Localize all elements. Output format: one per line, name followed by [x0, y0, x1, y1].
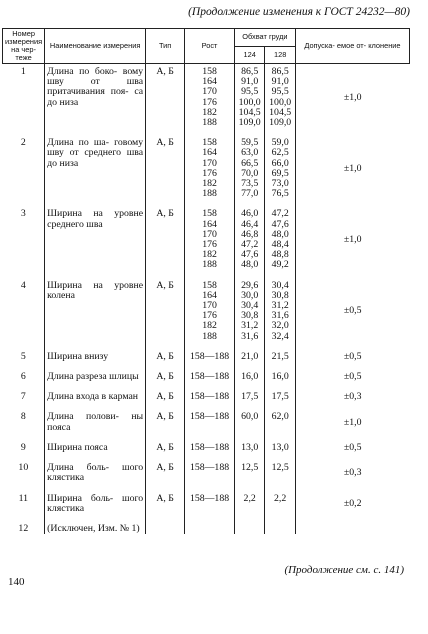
row-rost — [185, 484, 235, 514]
rost-value: 176 — [202, 167, 217, 179]
row-type: А, Б — [146, 382, 185, 402]
row-tolerance: ±0,5 — [295, 342, 409, 362]
col-dop: Допуска- емое от- клонение — [295, 29, 409, 64]
row-number: 12 — [18, 522, 29, 534]
g124-value: 12,5 — [241, 462, 259, 474]
g128-value: 66,0 — [271, 157, 289, 169]
g124-value: 46,0 — [241, 208, 259, 220]
g124-value: 30,8 — [241, 310, 259, 322]
g128-value: 32,4 — [271, 330, 289, 342]
row-name: Ширина внизу — [45, 342, 146, 362]
rost-value: 158 — [202, 66, 217, 77]
table-row — [3, 514, 410, 534]
rost-value: 176 — [202, 310, 217, 322]
row-number: 8 — [20, 411, 26, 423]
continuation-note: (Продолжение см. с. 141) — [284, 564, 404, 576]
row-tolerance: ±1,0 — [295, 64, 409, 129]
g124-value: 95,5 — [241, 86, 259, 98]
rost-value: 164 — [202, 76, 217, 88]
rost-value: 182 — [202, 249, 217, 261]
row-name: Ширина пояса — [45, 433, 146, 453]
g124-value: 30,0 — [241, 289, 259, 301]
row-g128 — [265, 64, 295, 129]
row-g128 — [265, 433, 295, 453]
g128-value: 31,6 — [271, 310, 289, 322]
row-number: 10 — [18, 462, 29, 474]
g128-value: 30,8 — [271, 289, 289, 301]
table-row — [3, 342, 410, 362]
g124-value: 31,6 — [241, 330, 259, 342]
measurements-table — [2, 28, 410, 534]
row-rost — [185, 128, 235, 199]
g128-value: 76,5 — [271, 188, 289, 200]
row-name: Длина боль- шого клястика — [45, 453, 146, 483]
rost-value: 158—188 — [189, 411, 230, 423]
row-type: А, Б — [146, 402, 185, 432]
col-num: Номер измерения на чер- теже — [3, 29, 45, 64]
g124-value: 17,5 — [241, 391, 259, 403]
row-g124 — [234, 362, 264, 382]
row-tolerance: ±0,5 — [295, 362, 409, 382]
row-name: Длина входа в карман — [45, 382, 146, 402]
g124-value: 100,0 — [238, 96, 261, 108]
table-row — [3, 128, 410, 199]
table-row — [3, 199, 410, 270]
g128-value: 109,0 — [269, 117, 292, 129]
row-g124 — [234, 453, 264, 483]
row-rost — [185, 199, 235, 270]
g128-value: 69,5 — [271, 167, 289, 179]
g128-value: 48,0 — [271, 228, 289, 240]
row-rost — [185, 342, 235, 362]
g124-value: 2,2 — [243, 492, 256, 504]
row-number: 11 — [18, 492, 29, 504]
row-number: 9 — [20, 441, 26, 453]
row-g128 — [265, 199, 295, 270]
g128-value: 21,5 — [271, 350, 289, 362]
rost-value: 158—188 — [189, 371, 230, 383]
rost-value: 164 — [202, 218, 217, 230]
g128-value: 13,0 — [271, 441, 289, 453]
row-rost — [185, 514, 235, 534]
rost-value: 158—188 — [189, 441, 230, 453]
table-row — [3, 362, 410, 382]
g128-value: 31,2 — [271, 300, 289, 312]
g128-value: 47,6 — [271, 218, 289, 230]
table-row — [3, 271, 410, 342]
row-g124 — [234, 402, 264, 432]
table-row — [3, 484, 410, 514]
g128-value: 16,0 — [271, 371, 289, 383]
row-number: 2 — [20, 137, 26, 149]
row-g124 — [234, 342, 264, 362]
row-type: А, Б — [146, 271, 185, 342]
row-name: Ширина на уровне среднего шва — [45, 199, 146, 270]
g128-value: 86,5 — [271, 66, 289, 77]
rost-value: 170 — [202, 228, 217, 240]
g124-value: 70,0 — [241, 167, 259, 179]
row-g128 — [265, 484, 295, 514]
rost-value: 164 — [202, 147, 217, 159]
g128-value: 30,4 — [271, 279, 289, 291]
row-tolerance — [295, 514, 409, 534]
row-tolerance: ±0,3 — [295, 453, 409, 483]
rost-value: 170 — [202, 300, 217, 312]
row-number: 6 — [20, 371, 26, 383]
g128-value: 49,2 — [271, 259, 289, 271]
table-row — [3, 453, 410, 483]
table-row — [3, 64, 410, 129]
row-g124 — [234, 484, 264, 514]
g124-value: 104,5 — [238, 106, 261, 118]
g128-value: 91,0 — [271, 76, 289, 88]
g128-value: 48,4 — [271, 239, 289, 251]
rost-value: 170 — [202, 86, 217, 98]
rost-value: 158 — [202, 279, 217, 291]
header-title: (Продолжение изменения к ГОСТ 24232—80) — [188, 6, 410, 18]
g124-value: 21,0 — [241, 350, 259, 362]
rost-value: 158—188 — [189, 391, 230, 403]
row-name: (Исключен, Изм. № 1) — [45, 514, 146, 534]
g128-value: 95,5 — [271, 86, 289, 98]
g128-value: 17,5 — [271, 391, 289, 403]
col-girth: Обхват груди — [234, 29, 295, 47]
rost-value: 176 — [202, 239, 217, 251]
row-name: Длина разреза шлицы — [45, 362, 146, 382]
row-name: Длина по ша- говому шву от среднего шва до низа — [45, 128, 146, 199]
row-type: А, Б — [146, 484, 185, 514]
row-g124 — [234, 271, 264, 342]
rost-value: 188 — [202, 330, 217, 342]
row-g128 — [265, 271, 295, 342]
row-number: 7 — [20, 391, 26, 403]
row-g128 — [265, 128, 295, 199]
row-tolerance: ±0,3 — [295, 382, 409, 402]
g128-value: 73,0 — [271, 178, 289, 190]
rost-value: 170 — [202, 157, 217, 169]
row-tolerance: ±1,0 — [295, 402, 409, 432]
row-g128 — [265, 402, 295, 432]
table-row — [3, 433, 410, 453]
rost-value: 158—188 — [189, 350, 230, 362]
row-type: А, Б — [146, 433, 185, 453]
g124-value: 47,2 — [241, 239, 259, 251]
row-name: Длина по боко- вому шву от шва притачивания поя- са до низа — [45, 64, 146, 129]
rost-value: 158—188 — [189, 462, 230, 474]
row-g124 — [234, 128, 264, 199]
row-rost — [185, 402, 235, 432]
g124-value: 86,5 — [241, 66, 259, 77]
table-row — [3, 402, 410, 432]
row-number: 5 — [20, 350, 26, 362]
row-g128 — [265, 382, 295, 402]
rost-value: 176 — [202, 96, 217, 108]
rost-value: 188 — [202, 188, 217, 200]
row-number: 3 — [20, 208, 26, 220]
row-rost — [185, 271, 235, 342]
rost-value: 158 — [202, 137, 217, 149]
row-tolerance: ±0,5 — [295, 271, 409, 342]
g124-value: 66,5 — [241, 157, 259, 169]
row-type: А, Б — [146, 199, 185, 270]
g124-value: 60,0 — [241, 411, 259, 423]
row-g128 — [265, 514, 295, 534]
rost-value: 164 — [202, 289, 217, 301]
g124-value: 30,4 — [241, 300, 259, 312]
g124-value: 109,0 — [238, 117, 261, 129]
rost-value: 158 — [202, 208, 217, 220]
col-g128: 128 — [265, 46, 295, 64]
g124-value: 31,2 — [241, 320, 259, 332]
row-type: А, Б — [146, 362, 185, 382]
rost-value: 182 — [202, 178, 217, 190]
row-rost — [185, 64, 235, 129]
g124-value: 29,6 — [241, 279, 259, 291]
row-type — [146, 514, 185, 534]
g128-value: 2,2 — [274, 492, 287, 504]
page-number: 140 — [8, 576, 25, 588]
row-tolerance: ±1,0 — [295, 199, 409, 270]
table-row — [3, 382, 410, 402]
rost-value: 158—188 — [189, 492, 230, 504]
rost-value: 188 — [202, 117, 217, 129]
rost-value: 182 — [202, 320, 217, 332]
row-type: А, Б — [146, 342, 185, 362]
row-type: А, Б — [146, 64, 185, 129]
row-g124 — [234, 433, 264, 453]
g124-value: 59,5 — [241, 137, 259, 149]
row-g128 — [265, 362, 295, 382]
g124-value: 47,6 — [241, 249, 259, 261]
row-name: Ширина на уровне колена — [45, 271, 146, 342]
g128-value: 12,5 — [271, 462, 289, 474]
g128-value: 48,8 — [271, 249, 289, 261]
g124-value: 46,8 — [241, 228, 259, 240]
row-g128 — [265, 342, 295, 362]
g124-value: 63,0 — [241, 147, 259, 159]
g128-value: 104,5 — [269, 106, 292, 118]
row-name: Ширина боль- шого клястика — [45, 484, 146, 514]
row-g128 — [265, 453, 295, 483]
g128-value: 59,0 — [271, 137, 289, 149]
row-rost — [185, 362, 235, 382]
g124-value: 13,0 — [241, 441, 259, 453]
row-g124 — [234, 382, 264, 402]
rost-value: 182 — [202, 106, 217, 118]
row-tolerance: ±0,5 — [295, 433, 409, 453]
g124-value: 77,0 — [241, 188, 259, 200]
row-g124 — [234, 199, 264, 270]
col-rost: Рост — [185, 29, 235, 64]
g128-value: 32,0 — [271, 320, 289, 332]
g124-value: 73,5 — [241, 178, 259, 190]
row-rost — [185, 433, 235, 453]
g128-value: 47,2 — [271, 208, 289, 220]
row-tolerance: ±0,2 — [295, 484, 409, 514]
row-number: 4 — [20, 279, 26, 291]
g128-value: 100,0 — [269, 96, 292, 108]
row-rost — [185, 453, 235, 483]
g124-value: 91,0 — [241, 76, 259, 88]
row-type: А, Б — [146, 128, 185, 199]
col-name: Наименование измерения — [45, 29, 146, 64]
g128-value: 62,5 — [271, 147, 289, 159]
row-number: 1 — [20, 66, 26, 77]
row-name: Длина полови- ны пояса — [45, 402, 146, 432]
g128-value: 62,0 — [271, 411, 289, 423]
col-g124: 124 — [234, 46, 264, 64]
row-tolerance: ±1,0 — [295, 128, 409, 199]
row-g124 — [234, 514, 264, 534]
row-g124 — [234, 64, 264, 129]
g124-value: 46,4 — [241, 218, 259, 230]
col-type: Тип — [146, 29, 185, 64]
rost-value: 188 — [202, 259, 217, 271]
row-type: А, Б — [146, 453, 185, 483]
table-body — [3, 64, 410, 535]
row-rost — [185, 382, 235, 402]
g124-value: 48,0 — [241, 259, 259, 271]
g124-value: 16,0 — [241, 371, 259, 383]
